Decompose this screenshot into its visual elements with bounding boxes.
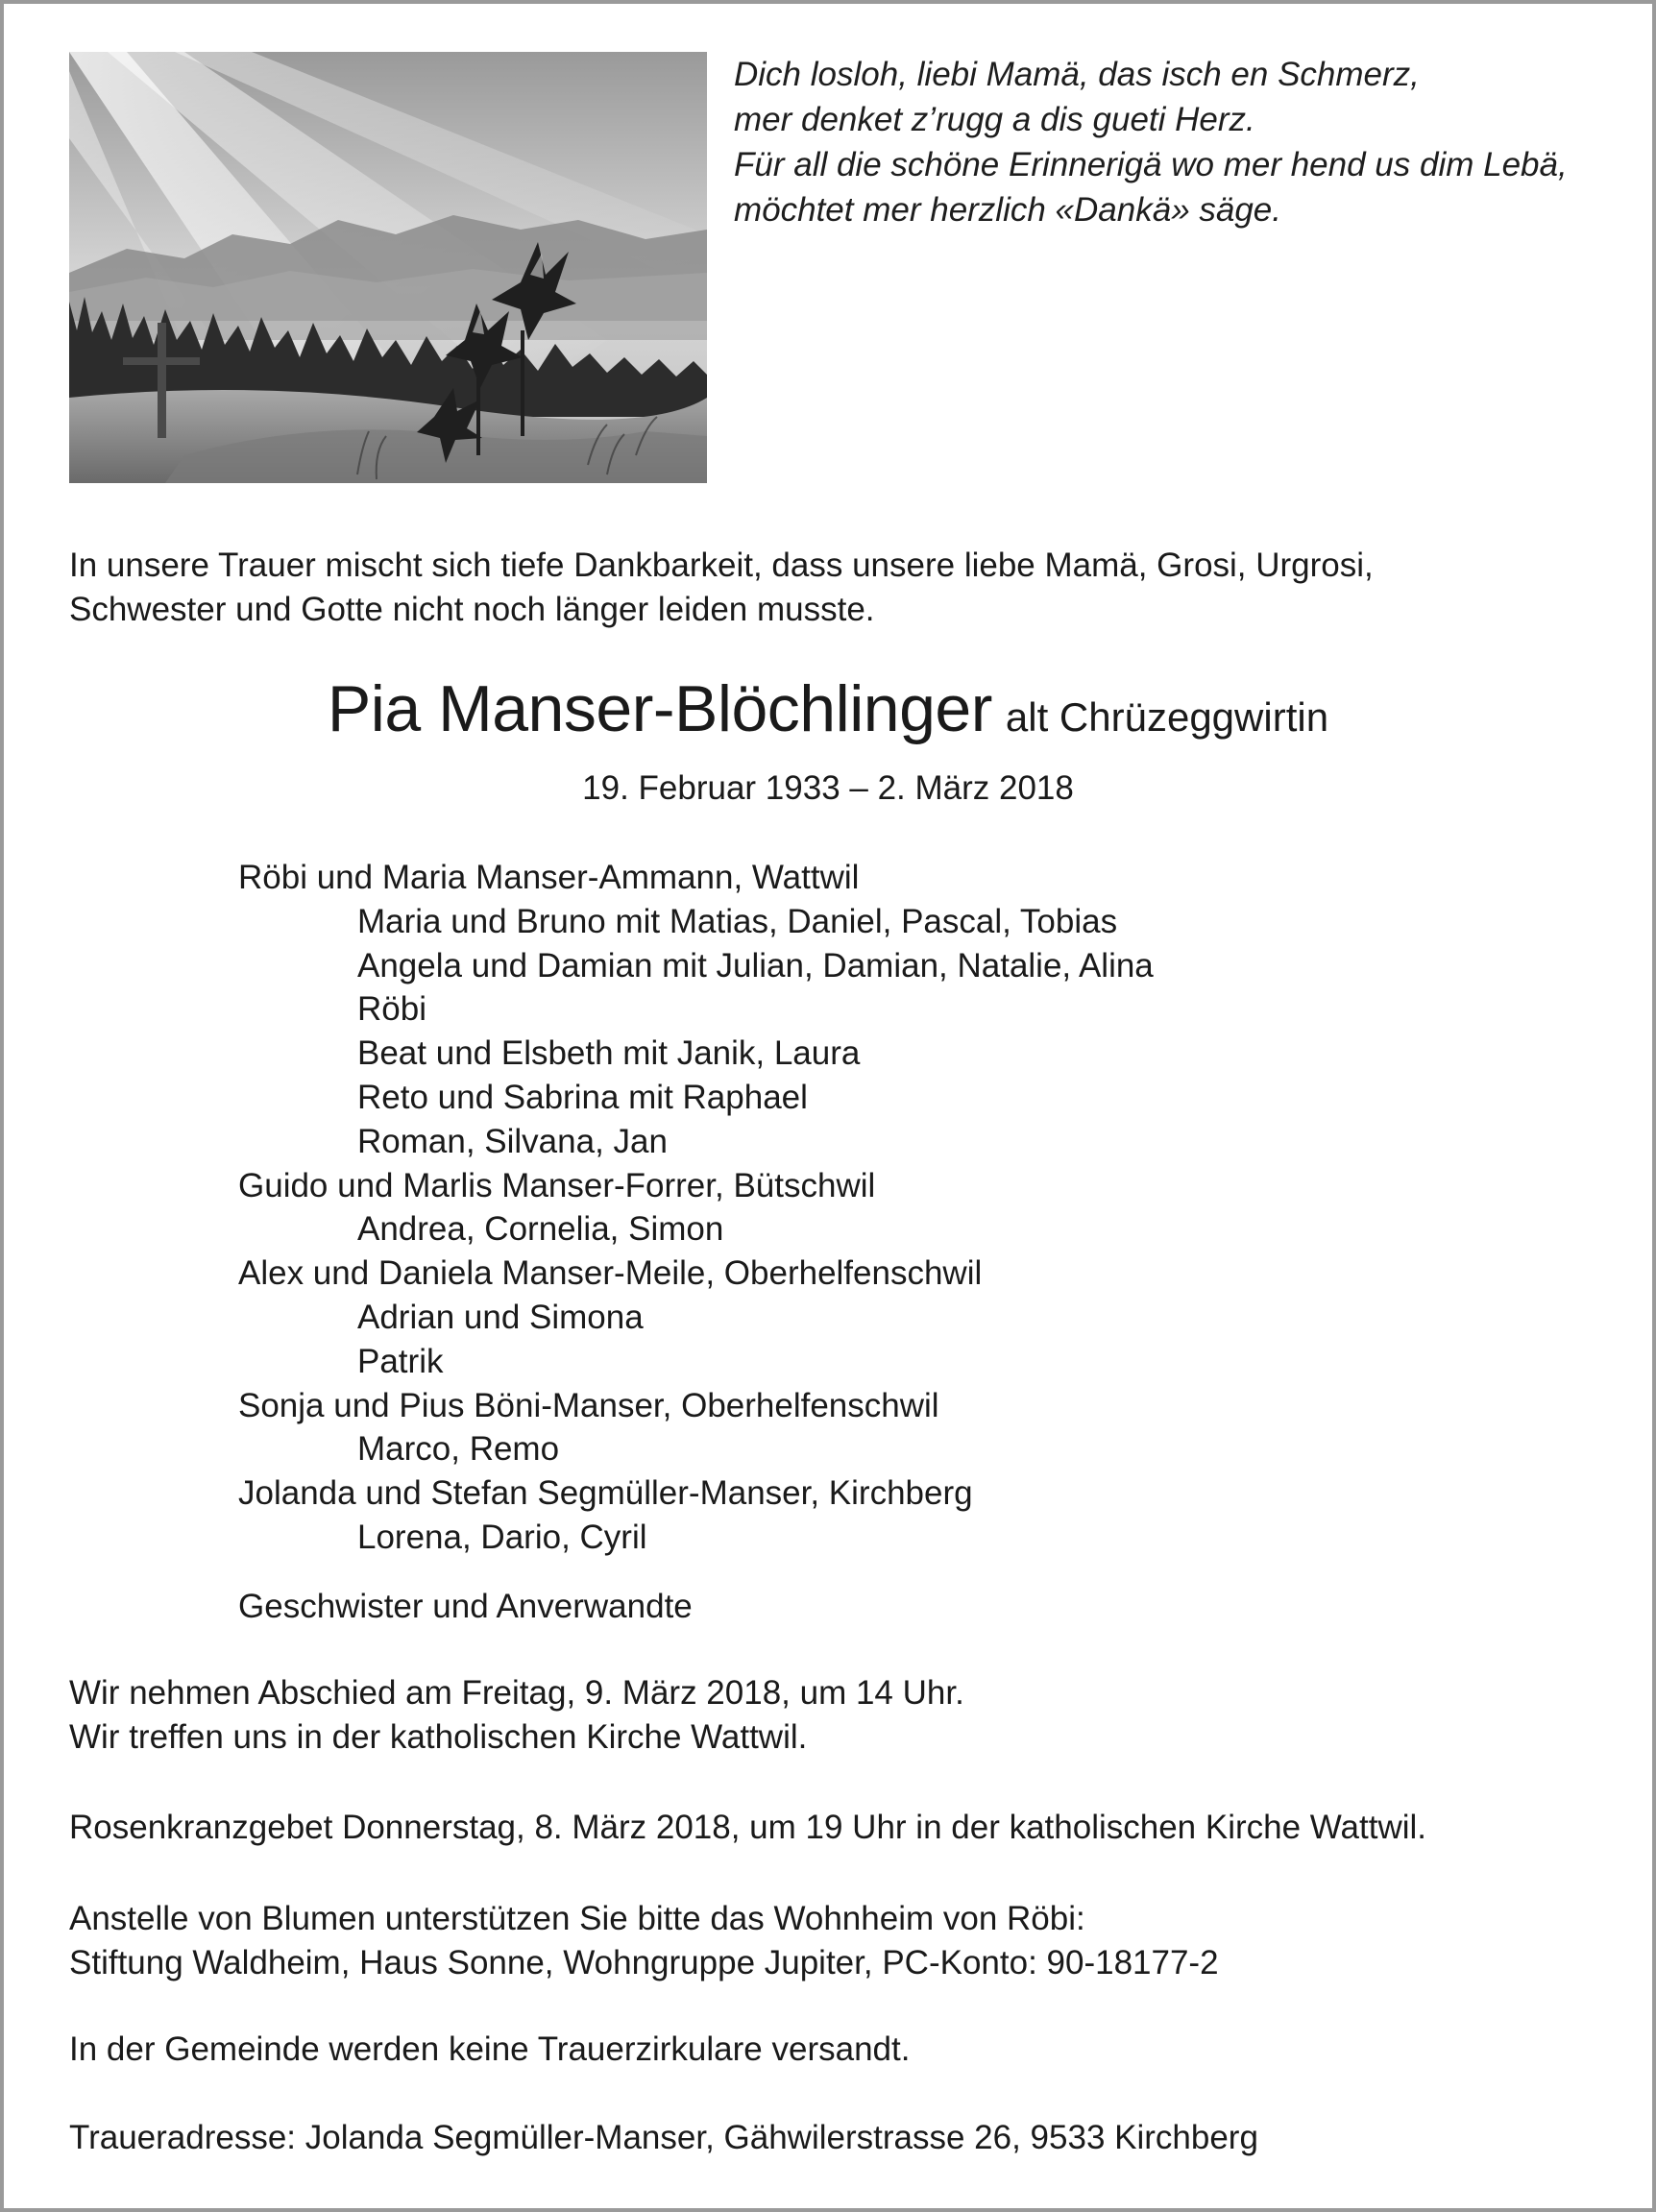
- landscape-illustration: [69, 52, 707, 483]
- farewell-paragraph: [69, 1671, 964, 1760]
- life-dates: 19. Februar 1933 – 2. März 2018: [582, 769, 1074, 807]
- family-member-child: Beat und Elsbeth mit Janik, Laura: [357, 1034, 861, 1073]
- family-member-child: Patrik: [357, 1342, 444, 1380]
- farewell-line: Wir treffen uns in der katholischen Kirche Wattwil.: [69, 1718, 808, 1756]
- donation-paragraph: [69, 1897, 1219, 1985]
- farewell-line: Wir nehmen Abschied am Freitag, 9. März 2018, um 14 Uhr.: [69, 1674, 964, 1712]
- poem-line: Dich losloh, liebi Mamä, das isch en Schmerz,: [734, 56, 1420, 93]
- family-member-child: Reto und Sabrina mit Raphael: [357, 1078, 808, 1116]
- deceased-name: Pia Manser-Blöchlinger: [327, 672, 992, 745]
- deceased-heading: [0, 670, 1656, 756]
- poem: [734, 52, 1598, 232]
- deceased-title: alt Chrüzeggwirtin: [1005, 694, 1329, 740]
- family-member-child: Maria und Bruno mit Matias, Daniel, Pascal, Tobias: [357, 902, 1118, 940]
- family-member-child: Angela und Damian mit Julian, Damian, Natalie, Alina: [357, 946, 1154, 984]
- family-member: Jolanda und Stefan Segmüller-Manser, Kirchberg: [238, 1474, 973, 1513]
- family-member-child: Marco, Remo: [357, 1430, 560, 1469]
- memorial-image: [69, 52, 707, 483]
- family-member-child: Röbi: [357, 990, 426, 1029]
- relatives-line: Geschwister und Anverwandte: [238, 1588, 693, 1625]
- family-member-child: Roman, Silvana, Jan: [357, 1122, 668, 1160]
- donation-line: Anstelle von Blumen unterstützen Sie bitte das Wohnheim von Röbi:: [69, 1900, 1085, 1937]
- intro-line: In unsere Trauer mischt sich tiefe Dankbarkeit, dass unsere liebe Mamä, Grosi, Urgrosi,: [69, 547, 1374, 584]
- family-member-child: Adrian und Simona: [357, 1298, 644, 1336]
- family-member: Röbi und Maria Manser-Ammann, Wattwil: [238, 859, 860, 896]
- poem-line: Für all die schöne Erinnerigä wo mer hend us dim Lebä,: [734, 146, 1568, 183]
- intro-line: Schwester und Gotte nicht noch länger leiden musste.: [69, 591, 875, 628]
- family-member: Guido und Marlis Manser-Forrer, Bütschwil: [238, 1166, 876, 1204]
- donation-line: Stiftung Waldheim, Haus Sonne, Wohngruppe Jupiter, PC-Konto: 90-18177-2: [69, 1944, 1219, 1981]
- mourning-address: Traueradresse: Jolanda Segmüller-Manser, Gähwilerstrasse 26, 9533 Kirchberg: [69, 2119, 1258, 2156]
- poem-line: möchtet mer herzlich «Dankä» säge.: [734, 191, 1281, 229]
- rosary-paragraph: Rosenkranzgebet Donnerstag, 8. März 2018, um 19 Uhr in der katholischen Kirche Wattwil.: [69, 1809, 1427, 1846]
- family-member-child: Lorena, Dario, Cyril: [357, 1518, 647, 1556]
- poem-line: mer denket z’rugg a dis gueti Herz.: [734, 101, 1255, 138]
- intro-paragraph: [69, 544, 1374, 632]
- family-member: Alex und Daniela Manser-Meile, Oberhelfenschwil: [238, 1254, 983, 1293]
- family-member: Sonja und Pius Böni-Manser, Oberhelfenschwil: [238, 1386, 939, 1424]
- family-member-child: Andrea, Cornelia, Simon: [357, 1210, 724, 1249]
- circulars-paragraph: In der Gemeinde werden keine Trauerzirkulare versandt.: [69, 2030, 911, 2068]
- family-list: [238, 856, 1154, 1560]
